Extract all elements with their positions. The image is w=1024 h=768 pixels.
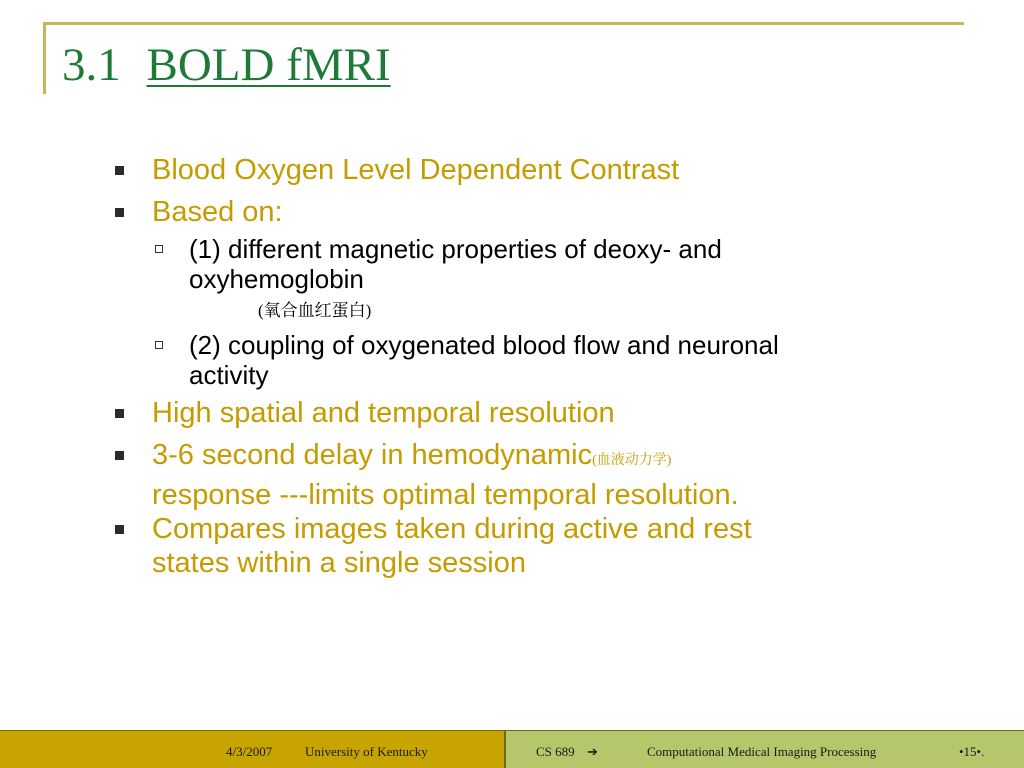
square-bullet-icon: [115, 525, 124, 534]
square-bullet-icon: [115, 166, 124, 175]
bullet-blood-oxygen: [152, 153, 912, 187]
square-bullet-icon: [115, 208, 124, 217]
square-bullet-icon: [115, 409, 124, 418]
cjk-note-oxyhemoglobin: (氧合血红蛋白): [258, 301, 372, 320]
cjk-note-hemodynamic: (血液动力学): [592, 453, 672, 468]
arrow-right-icon: ➔: [587, 744, 598, 759]
bullet-text: Based on:: [152, 196, 283, 228]
bullet-text: Blood Oxygen Level Dependent Contrast: [152, 154, 680, 186]
bullet-text: Compares images taken during active and rest: [152, 513, 752, 545]
title-number: 3.1: [62, 39, 121, 91]
sub-bullet-line: (1) different magnetic properties of deoxy- and: [189, 234, 722, 264]
slide-footer: [0, 730, 1024, 768]
sub-bullet-coupling: [189, 330, 919, 390]
sub-bullet-line: (2) coupling of oxygenated blood flow and neuronal: [189, 330, 779, 360]
bullet-text-line2: response ---limits optimal temporal resolution.: [152, 479, 739, 511]
sub-bullet-magnetic: [189, 234, 919, 294]
bullet-text-line2: states within a single session: [152, 547, 526, 579]
sub-bullet-line: oxyhemoglobin: [189, 264, 364, 294]
footer-course: CS 689: [536, 744, 575, 759]
footer-institution: University of Kentucky: [305, 744, 428, 759]
square-bullet-icon: [115, 451, 124, 460]
footer-left-panel: [0, 730, 504, 768]
sub-bullet-line: activity: [189, 360, 269, 390]
footer-date: 4/3/2007: [226, 744, 273, 759]
bullet-text: 3-6 second delay in hemodynamic: [152, 439, 593, 471]
bullet-hemodynamic-delay: [152, 438, 912, 512]
title-link[interactable]: BOLD fMRI: [146, 39, 391, 91]
bullet-text: High spatial and temporal resolution: [152, 397, 615, 429]
bullet-spatial-temporal: [152, 396, 912, 430]
bullet-based-on: [152, 195, 912, 229]
hollow-square-bullet-icon: [155, 245, 163, 253]
bullet-compare-images: [152, 512, 912, 580]
footer-course-title: Computational Medical Imaging Processing: [647, 744, 877, 759]
footer-right-panel: [504, 730, 1024, 768]
footer-page-number: •15•.: [959, 744, 985, 759]
hollow-square-bullet-icon: [155, 341, 163, 349]
